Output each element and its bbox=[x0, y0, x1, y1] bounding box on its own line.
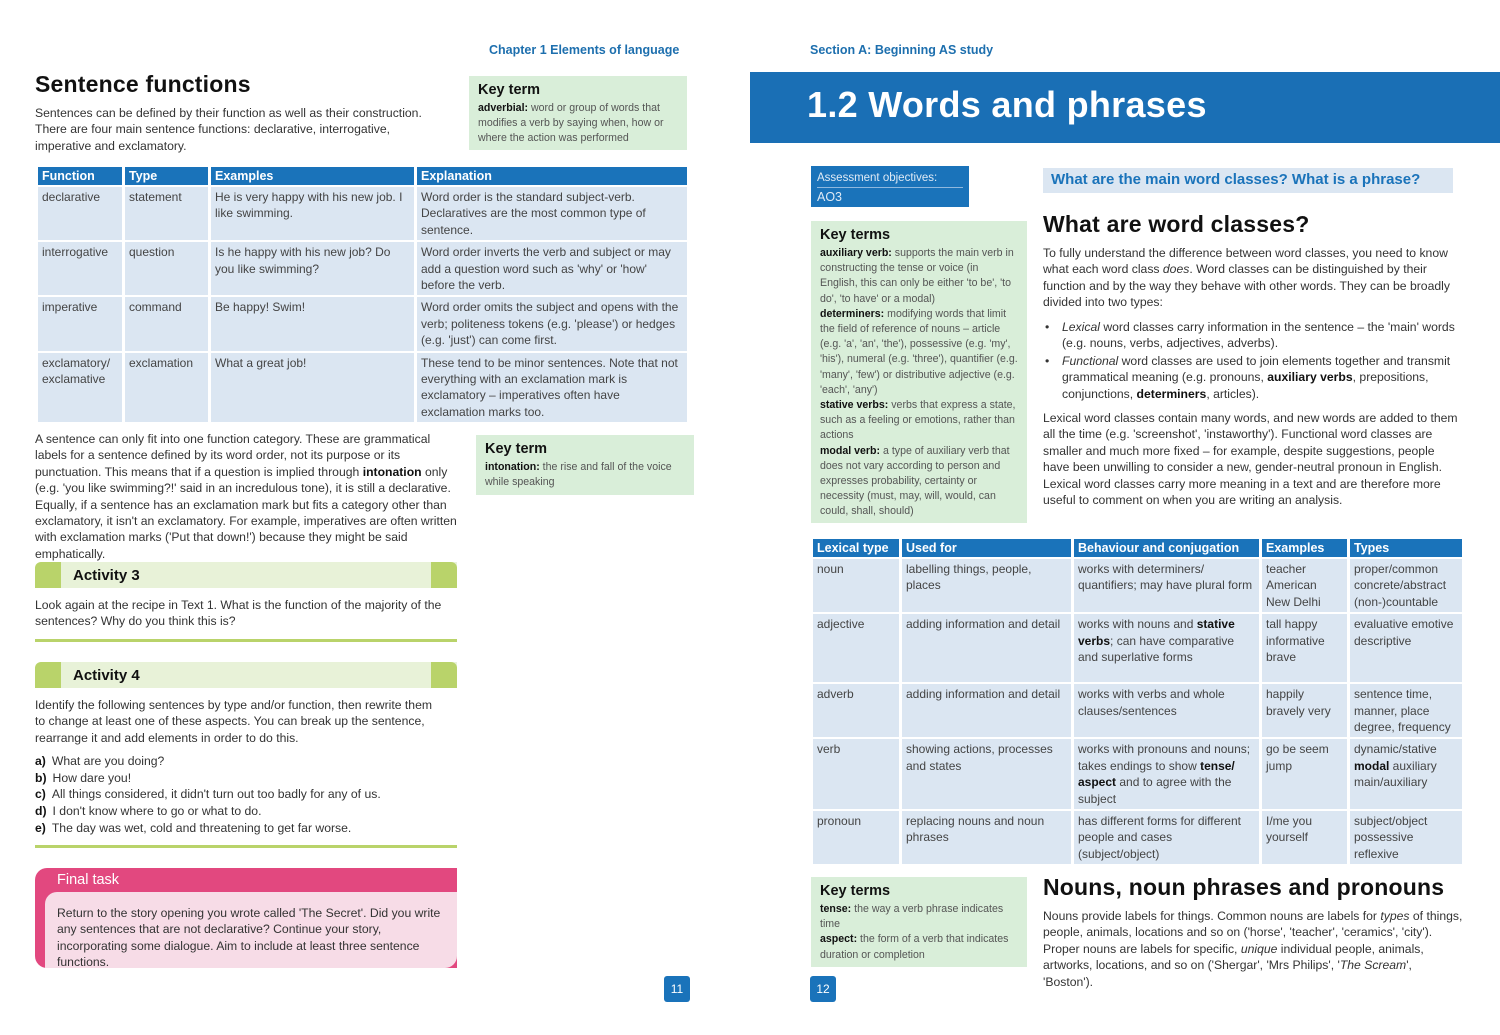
table-cell: These tend to be minor sentences. Note that not everything with an exclamation mark is exclamatory – imperatives often have exclamation marks too. bbox=[417, 353, 687, 423]
table-row bbox=[813, 559, 1462, 612]
nouns-title: Nouns, noun phrases and pronouns bbox=[1043, 874, 1445, 900]
table-cell: Word order is the standard subject-verb. Declaratives are the most common type of sentence. bbox=[417, 187, 687, 240]
key-terms-definitions: tense: the way a verb phrase indicates time aspect: the form of a verb that indicates duration or completion bbox=[820, 903, 1009, 961]
table-row bbox=[38, 353, 687, 423]
key-terms-heading: Key terms bbox=[820, 227, 891, 243]
table-cell: sentence time, manner, place degree, frequency bbox=[1350, 684, 1462, 737]
function-category-paragraph: A sentence can only fit into one function category. These are grammatical labels for a sentence defined by its word order, not its purpose or its punctuation. This means that if a question is implied through intonation only (e.g. 'you like swimming?!' said in an incredulous tone), it is still a declarative. Equally, if a sentence has an exclamation mark but fits a category other than exclamatory, it isn't an exclamatory. For example, imperatives are often written with exclamation marks ('Put that down!') because they might be said emphatically. bbox=[35, 432, 457, 561]
list-item: d) I don't know where to go or what to do. bbox=[35, 804, 262, 818]
activity-3-label: Activity 3 bbox=[73, 567, 140, 584]
table-cell: adding information and detail bbox=[902, 684, 1071, 737]
table-cell: imperative bbox=[38, 297, 122, 350]
table-cell: works with nouns and stative verbs; can have comparative and superlative forms bbox=[1074, 614, 1259, 682]
table-cell: proper/common concrete/abstract (non-)countable bbox=[1350, 559, 1462, 612]
activity-4-box bbox=[35, 662, 457, 848]
activity-4-list bbox=[35, 753, 457, 836]
assessment-label: Assessment objectives: bbox=[817, 172, 938, 184]
table-cell: question bbox=[125, 242, 208, 295]
section-banner bbox=[750, 72, 1500, 143]
final-task-text: Return to the story opening you wrote called 'The Secret'. Did you write any sentences that are not declarative? Continue your story, incorporating some dialogue. Aim to include at least three sentence functions. bbox=[57, 906, 441, 970]
table-cell: happily bravely very bbox=[1262, 684, 1347, 737]
list-item: b) How dare you! bbox=[35, 770, 132, 785]
activity-3-header bbox=[35, 562, 457, 588]
table-cell: Be happy! Swim! bbox=[211, 297, 414, 350]
list-item: • Lexical word classes carry information in the sentence – the 'main' words (e.g. nouns, verbs, adjectives, adverbs). bbox=[1043, 319, 1461, 352]
key-terms-tense-aspect bbox=[811, 877, 1027, 967]
table-row bbox=[813, 614, 1462, 682]
final-task-label: Final task bbox=[57, 872, 120, 888]
key-terms-definitions: auxiliary verb: supports the main verb in constructing the tense or voice (in English, this can only be either 'to be', 'to do', 'to have' or a modal) determiners: modifying words that limit the field of reference of nouns – article (e.g. 'a', 'an', 'the'), possessive (e.g. 'my', 'his'), numeral (e.g. 'three'), quantifier (e.g. 'many', 'few') or distributive adjective (e.g. 'each', 'any') stative verbs: verbs that express a state, such as a feeling or emotions, rather than actions modal verb: a type of auxiliary verb that does not vary according to person and expresses probability, certainty or necessity (must, may, will, would, can could, shall, should) bbox=[820, 247, 1018, 518]
list-item: e) The day was wet, cold and threatening to get far worse. bbox=[35, 820, 352, 835]
key-term-adverbial bbox=[469, 76, 687, 150]
table-cell: Is he happy with his new job? Do you like swimming? bbox=[211, 242, 414, 295]
table-cell: adding information and detail bbox=[902, 614, 1071, 682]
key-term-intonation bbox=[476, 435, 694, 495]
table-header: Function bbox=[38, 167, 122, 185]
table-cell: interrogative bbox=[38, 242, 122, 295]
chapter-header: Chapter 1 Elements of language bbox=[489, 43, 680, 57]
list-item: • Functional word classes are used to join elements together and transmit grammatical meaning (e.g. pronouns, auxiliary verbs, prepositions, conjunctions, determiners, articles). bbox=[1043, 353, 1461, 402]
table-cell: noun bbox=[813, 559, 899, 612]
sentence-functions-table bbox=[35, 165, 690, 424]
activity-4-label: Activity 4 bbox=[73, 667, 140, 684]
table-cell: works with verbs and whole clauses/sentences bbox=[1074, 684, 1259, 737]
lexical-functional-paragraph: Lexical word classes contain many words, and new words are added to them all the time (e.g. 'screenshot', 'instaworthy'). Functional word classes are smaller and much more fixed – for example, despite suggestions, people have been unwilling to consider a new, gender-neutral pronoun in English. Lexical word classes carry more meaning in a text and are therefore more useful to comment on when you are writing an analysis. bbox=[1043, 411, 1458, 508]
table-row bbox=[38, 297, 687, 350]
key-term-heading: Key term bbox=[485, 441, 548, 457]
key-terms-box bbox=[811, 221, 1027, 523]
table-cell: adjective bbox=[813, 614, 899, 682]
table-cell: exclamatory/ exclamative bbox=[38, 353, 122, 423]
table-cell: labelling things, people, places bbox=[902, 559, 1071, 612]
activity-4-text: Identify the following sentences by type and/or function, then rewrite them to change at least one of these aspects. You can break up the sentence, rearrange it and add elements in order to do this. bbox=[35, 698, 432, 745]
list-item: a) What are you doing? bbox=[35, 754, 165, 769]
table-cell: replacing nouns and noun phrases bbox=[902, 811, 1071, 864]
activity-3-box bbox=[35, 562, 457, 642]
table-cell: adverb bbox=[813, 684, 899, 737]
assessment-value: AO3 bbox=[817, 187, 963, 206]
table-header: Behaviour and conjugation bbox=[1074, 539, 1259, 557]
table-cell: He is very happy with his new job. I like swimming. bbox=[211, 187, 414, 240]
table-cell: I/me you yourself bbox=[1262, 811, 1347, 864]
word-classes-paragraph: To fully understand the difference between word classes, you need to know what each word class does. Word classes can be distinguished by their function and by the way they behave with other words. They can be broadly divided into two types: bbox=[1043, 246, 1450, 310]
key-term-heading: Key term bbox=[478, 82, 541, 98]
word-class-types-list bbox=[1043, 319, 1461, 403]
table-header: Explanation bbox=[417, 167, 687, 185]
key-term-definition: adverbial: word or group of words that modifies a verb by saying when, how or where the action was performed bbox=[478, 102, 664, 145]
table-row bbox=[813, 739, 1462, 809]
key-terms-heading: Key terms bbox=[820, 883, 891, 899]
section-header: Section A: Beginning AS study bbox=[810, 43, 994, 57]
table-header: Examples bbox=[1262, 539, 1347, 557]
table-header: Types bbox=[1350, 539, 1462, 557]
table-cell: verb bbox=[813, 739, 899, 809]
sentence-functions-title: Sentence functions bbox=[35, 71, 251, 97]
table-cell: works with pronouns and nouns; takes endings to show tense/ aspect and to agree with the subject bbox=[1074, 739, 1259, 809]
lexical-types-table bbox=[810, 537, 1465, 866]
guiding-question: What are the main word classes? What is a phrase? bbox=[1043, 168, 1453, 193]
table-cell: exclamation bbox=[125, 353, 208, 423]
banner-title: 1.2 Words and phrases bbox=[807, 84, 1207, 125]
table-cell: evaluative emotive descriptive bbox=[1350, 614, 1462, 682]
table-cell: has different forms for different people and cases (subject/object) bbox=[1074, 811, 1259, 864]
assessment-objectives bbox=[811, 166, 969, 207]
final-task-box bbox=[35, 868, 457, 968]
table-row bbox=[38, 187, 687, 240]
list-item: c) All things considered, it didn't turn out too badly for any of us. bbox=[35, 787, 381, 802]
table-cell: showing actions, processes and states bbox=[902, 739, 1071, 809]
table-cell: subject/object possessive reflexive bbox=[1350, 811, 1462, 864]
table-cell: statement bbox=[125, 187, 208, 240]
table-header: Lexical type bbox=[813, 539, 899, 557]
table-cell: works with determiners/ quantifiers; may have plural form bbox=[1074, 559, 1259, 612]
word-classes-title: What are word classes? bbox=[1043, 211, 1310, 237]
table-row bbox=[813, 684, 1462, 737]
key-term-definition: intonation: the rise and fall of the voice while speaking bbox=[485, 461, 672, 489]
table-cell: command bbox=[125, 297, 208, 350]
activity-3-text: Look again at the recipe in Text 1. What is the function of the majority of the sentences? Why do you think this is? bbox=[35, 598, 442, 629]
table-header: Type bbox=[125, 167, 208, 185]
table-cell: declarative bbox=[38, 187, 122, 240]
activity-4-header bbox=[35, 662, 457, 688]
table-header: Examples bbox=[211, 167, 414, 185]
table-cell: teacher American New Delhi bbox=[1262, 559, 1347, 612]
table-cell: What a great job! bbox=[211, 353, 414, 423]
table-row bbox=[813, 811, 1462, 864]
table-cell: dynamic/stative modal auxiliary main/auxiliary bbox=[1350, 739, 1462, 809]
table-header: Used for bbox=[902, 539, 1071, 557]
table-cell: pronoun bbox=[813, 811, 899, 864]
intro-paragraph: Sentences can be defined by their function as well as their construction. There are four main sentence functions: declarative, interrogative, imperative and exclamatory. bbox=[35, 106, 422, 153]
table-cell: Word order omits the subject and opens with the verb; politeness tokens (e.g. 'please') or hedges (e.g. 'just') can come first. bbox=[417, 297, 687, 350]
table-cell: go be seem jump bbox=[1262, 739, 1347, 809]
table-cell: tall happy informative brave bbox=[1262, 614, 1347, 682]
table-cell: Word order inverts the verb and subject or may add a question word such as 'why' or 'how' before the verb. bbox=[417, 242, 687, 295]
page-number-right: 12 bbox=[810, 976, 836, 1002]
page-number-left: 11 bbox=[664, 976, 690, 1002]
nouns-paragraph: Nouns provide labels for things. Common nouns are labels for types of things, people, animals, locations and so on ('horse', 'teacher', 'ceramics', 'city'). Proper nouns are labels for specific, unique individual people, animals, artworks, locations, and so on ('Shergar', 'Mrs Philips', 'The Scream', 'Boston'). bbox=[1043, 909, 1463, 989]
table-row bbox=[38, 242, 687, 295]
